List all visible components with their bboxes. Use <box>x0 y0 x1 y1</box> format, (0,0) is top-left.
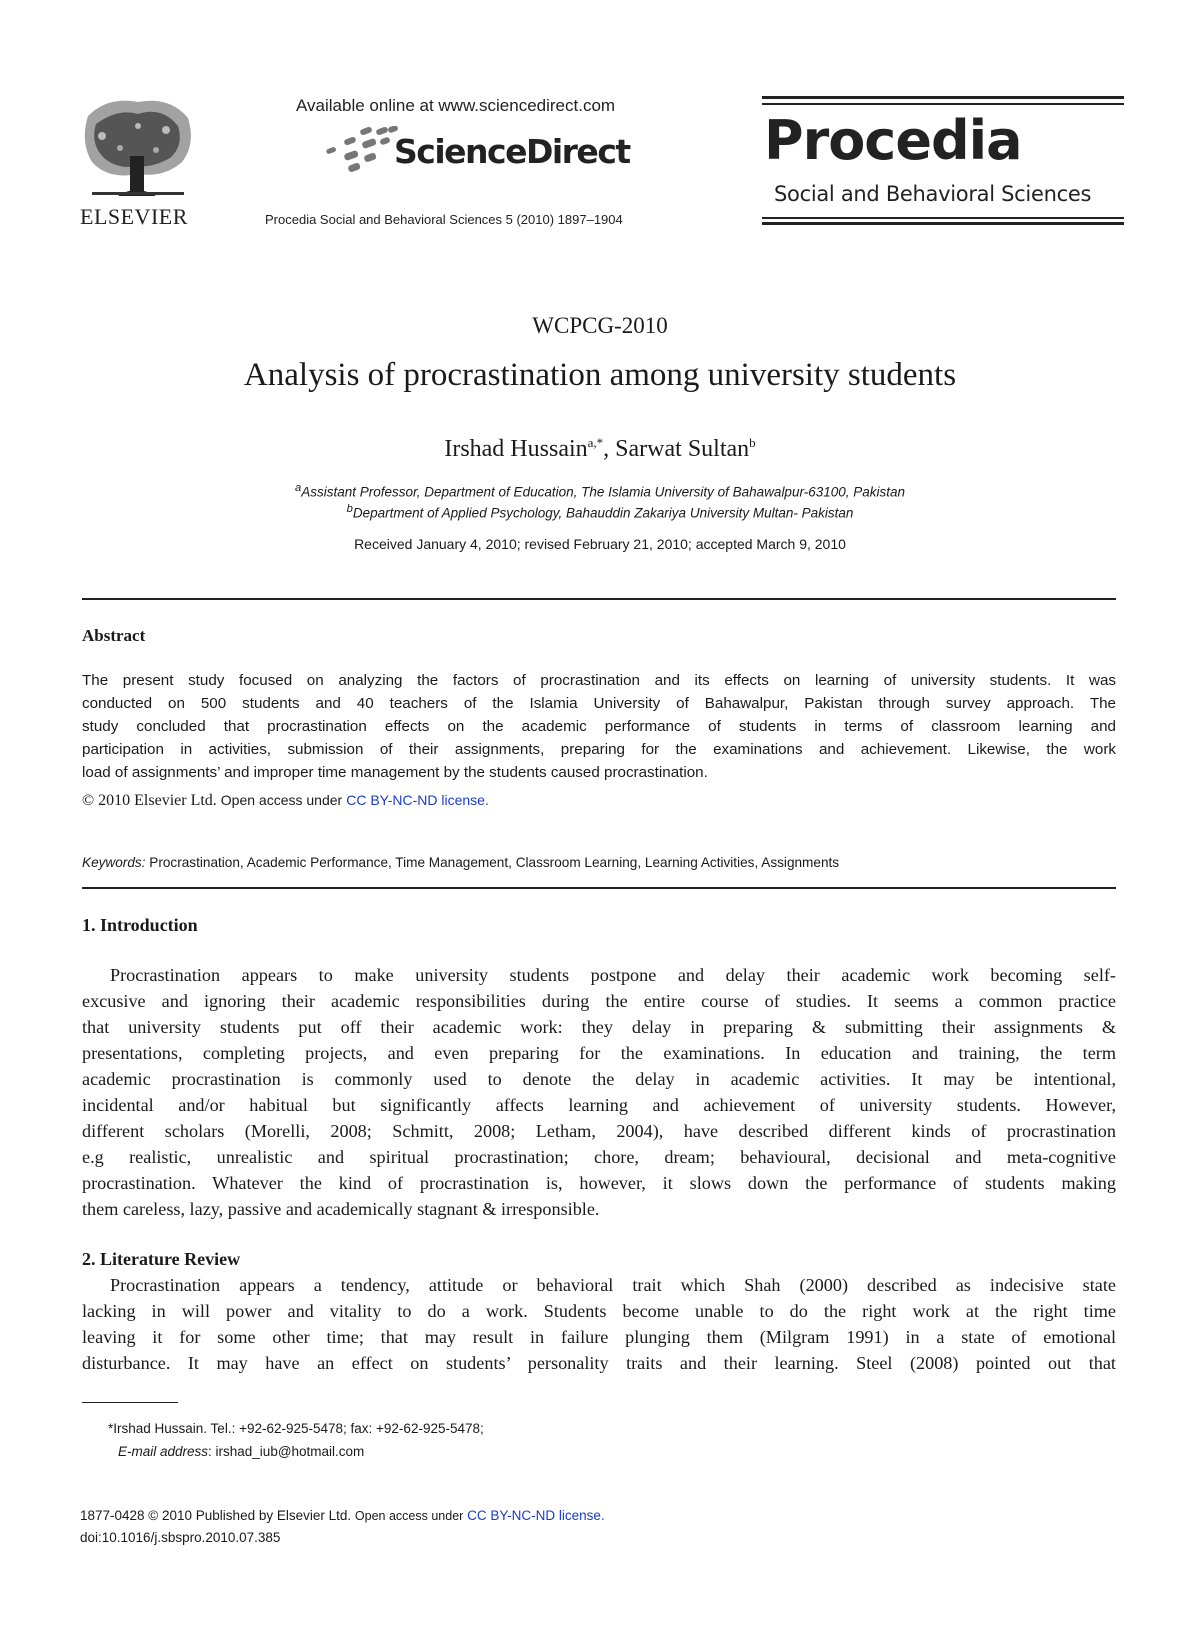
footnote-rule <box>82 1402 178 1403</box>
masthead-rule-top-2 <box>762 103 1124 105</box>
copyright-text: © 2010 Elsevier Ltd. <box>82 792 217 809</box>
footer-open-access-text: Open access under <box>354 1509 464 1523</box>
abstract-line: The present study focused on analyzing the factors of procrastination and its effects on learning of university students. It was <box>82 672 1116 689</box>
article-title: Analysis of procrastination among university students <box>243 357 957 393</box>
affiliation-b <box>0 503 1200 521</box>
section-heading-literature: 2. Literature Review <box>82 1249 241 1269</box>
abstract-line: load of assignments’ and improper time management by the students caused procrastination. <box>82 764 708 781</box>
section-heading-introduction: 1. Introduction <box>82 915 198 935</box>
abstract-heading: Abstract <box>82 626 146 645</box>
footnote-contact: *Irshad Hussain. Tel.: +92-62-925-5478; fax: +92-62-925-5478; <box>108 1421 484 1436</box>
abstract-line: conducted on 500 students and 40 teachers of the Islamia University of Bahawalpur, Pakistan through survey approach. The <box>82 695 1116 712</box>
journal-reference: Procedia Social and Behavioral Sciences 5 (2010) 1897–1904 <box>265 212 623 227</box>
journal-subtitle: Social and Behavioral Sciences <box>774 182 1092 206</box>
sciencedirect-wordmark: ScienceDirect <box>394 132 630 171</box>
copyright-line <box>82 792 489 810</box>
body-line: Procrastination appears to make university students postpone and delay their academic work becoming self- <box>110 965 1116 985</box>
body-line: that university students put off their academic work: they delay in preparing & submitting their assignments & <box>82 1017 1116 1037</box>
available-online-text: Available online at www.sciencedirect.com <box>296 96 616 115</box>
divider-bottom <box>82 887 1116 889</box>
affiliation-a-mark: a <box>294 482 302 494</box>
keywords-label: Keywords: <box>82 855 146 870</box>
body-line: e.g realistic, unrealistic and spiritual procrastination; chore, dream; behavioural, decisional and meta-cognitive <box>82 1147 1116 1167</box>
abstract-line: study concluded that procrastination effects on the academic performance of students in terms of classroom learning and <box>82 718 1116 735</box>
masthead-rule-bottom-2 <box>762 222 1124 225</box>
journal-title: Procedia <box>764 109 1022 172</box>
body-line: leaving it for some other time; that may result in failure plunging them (Milgram 1991) in a state of emotional <box>82 1327 1116 1347</box>
author-1-affil-mark: a,* <box>587 435 604 450</box>
doi-line[interactable]: doi:10.1016/j.sbspro.2010.07.385 <box>80 1530 281 1545</box>
license-link[interactable]: CC BY-NC-ND license. <box>346 792 489 808</box>
footer-license-link[interactable]: CC BY-NC-ND license. <box>467 1508 605 1523</box>
article-history: Received January 4, 2010; revised February 21, 2010; accepted March 9, 2010 <box>354 536 846 552</box>
sciencedirect-dots-icon <box>322 126 404 174</box>
body-line: them careless, lazy, passive and academically stagnant & irresponsible. <box>82 1199 600 1219</box>
conference-name: WCPCG-2010 <box>532 313 668 338</box>
body-line: procrastination. Whatever the kind of procrastination is, however, it slows down the performance of students making <box>82 1173 1116 1193</box>
masthead-rule-bottom <box>762 217 1124 219</box>
masthead-rule-top <box>762 96 1124 99</box>
sciencedirect-logo <box>322 126 632 174</box>
affiliation-a-text: Assistant Professor, Department of Education, The Islamia University of Bahawalpur-63100, Pakistan <box>301 484 906 500</box>
keywords-text: Procrastination, Academic Performance, Time Management, Classroom Learning, Learning Activities, Assignments <box>149 855 840 870</box>
affiliation-b-mark: b <box>346 503 353 515</box>
author-1: Irshad Hussain <box>444 436 588 462</box>
body-line: Procrastination appears a tendency, attitude or behavioral trait which Shah (2000) described as indecisive state <box>110 1275 1116 1295</box>
email-label: E-mail address <box>118 1444 209 1459</box>
footnote-email-line <box>118 1444 364 1459</box>
issn-text: 1877-0428 © 2010 Published by Elsevier Ltd. <box>80 1508 352 1523</box>
body-line: academic procrastination is commonly used to denote the delay in academic activities. It may be intentional, <box>82 1069 1116 1089</box>
keywords-line <box>82 855 839 870</box>
body-line: presentations, completing projects, and even preparing for the examinations. In education and training, the term <box>82 1043 1116 1063</box>
open-access-text: Open access under <box>220 792 343 808</box>
divider-top <box>82 598 1116 600</box>
affiliation-b-text: Department of Applied Psychology, Bahauddin Zakariya University Multan- Pakistan <box>352 505 854 521</box>
abstract-line: participation in activities, submission of their assignments, preparing for the examinations and achievement. Likewise, the work <box>82 741 1116 758</box>
author-separator: , <box>603 436 616 462</box>
affiliation-a <box>0 482 1200 500</box>
author-2-affil-mark: b <box>749 435 756 450</box>
body-line: disturbance. It may have an effect on students’ personality traits and their learning. Steel (2008) pointed out that <box>82 1353 1116 1373</box>
publisher-name: ELSEVIER <box>80 204 188 229</box>
issn-line <box>80 1508 605 1523</box>
procedia-masthead <box>762 96 1124 226</box>
email-address: : irshad_iub@hotmail.com <box>208 1444 365 1459</box>
body-line: lacking in will power and vitality to do a work. Students become unable to do the right work at the right time <box>82 1301 1116 1321</box>
author-list <box>0 435 1200 463</box>
body-line: different scholars (Morelli, 2008; Schmitt, 2008; Letham, 2004), have described different kinds of procrastination <box>82 1121 1116 1141</box>
author-2: Sarwat Sultan <box>615 436 750 462</box>
body-line: excusive and ignoring their academic responsibilities during the entire course of studies. It seems a common practice <box>82 991 1116 1011</box>
body-line: incidental and/or habitual but significantly affects learning and achievement of university students. However, <box>82 1095 1116 1115</box>
